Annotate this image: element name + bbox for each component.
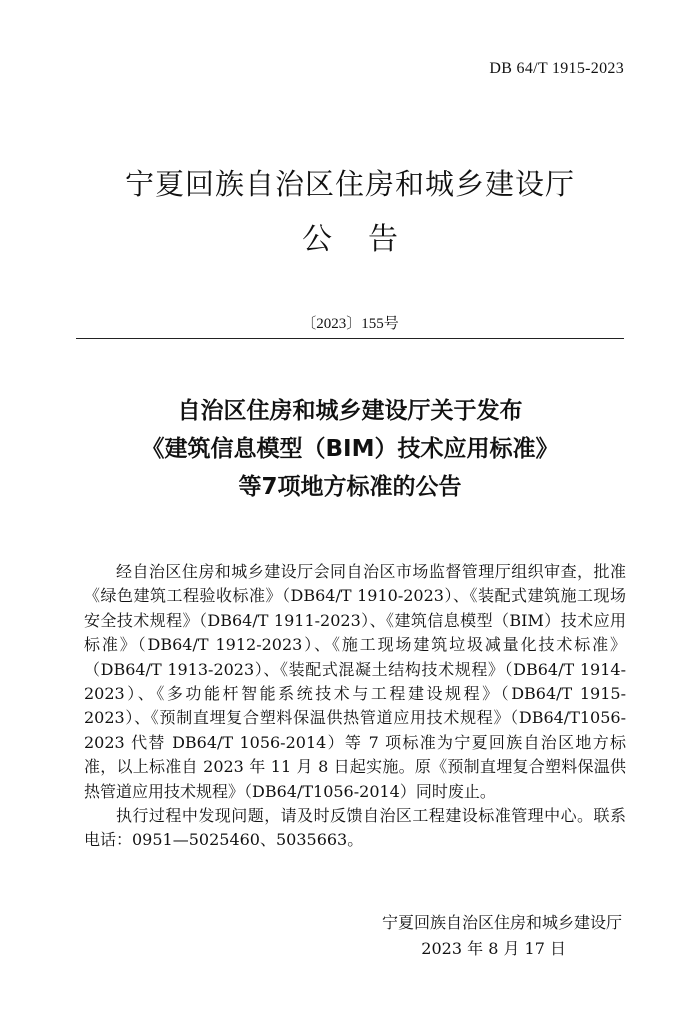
standard-code: DB 64/T 1915-2023 — [489, 60, 624, 77]
issuing-authority: 宁夏回族自治区住房和城乡建设厅 — [124, 167, 575, 201]
notice-title — [40, 392, 660, 506]
document-number: 〔2023〕155号 — [301, 316, 399, 332]
header-divider — [76, 338, 624, 339]
title-line-2: 《建筑信息模型（BIM）技术应用标准》 — [141, 436, 559, 462]
signature-issuer: 宁夏回族自治区住房和城乡建设厅 — [381, 913, 622, 932]
body-paragraph-contact: 执行过程中发现问题，请及时反馈自治区工程建设标准管理中心。联系电话：0951—5025460、5035663。 — [84, 806, 626, 850]
document-type: 公告 — [302, 222, 434, 257]
notice-body — [84, 560, 626, 853]
title-line-3: 等7项地方标准的公告 — [238, 474, 462, 500]
signature-date: 2023 年 8 月 17 日 — [421, 939, 566, 958]
body-paragraph-approval: 经自治区住房和城乡建设厅会同自治区市场监督管理厅组织审查，批准《绿色建筑工程验收标准》（DB64/T 1910-2023）、《装配式建筑施工现场安全技术规程》（DB64/T 1911-2023）、《建筑信息模型（BIM）技术应用标准》（DB64/T 1912-2023）、《施工现场建筑垃圾减量化技术标准》（DB64/T 1913-2023）、《装配式混凝土结构技术规程》（DB64/T 1914-2023）、《多功能杆智能系统技术与工程建设规程》（DB64/T 1915-2023）、《预制直埋复合塑料保温供热管道应用技术规程》（DB64/T1056-2023 代替 DB64/T 1056-2014）等 7 项标准为宁夏回族自治区地方标准，以上标准自 2023 年 11 月 8 日起实施。原《预制直埋复合塑料保温供热管道应用技术规程》（DB64/T1056-2014）同时废止。 — [84, 562, 626, 801]
title-line-1: 自治区住房和城乡建设厅关于发布 — [177, 398, 523, 424]
signature-block — [382, 910, 622, 962]
